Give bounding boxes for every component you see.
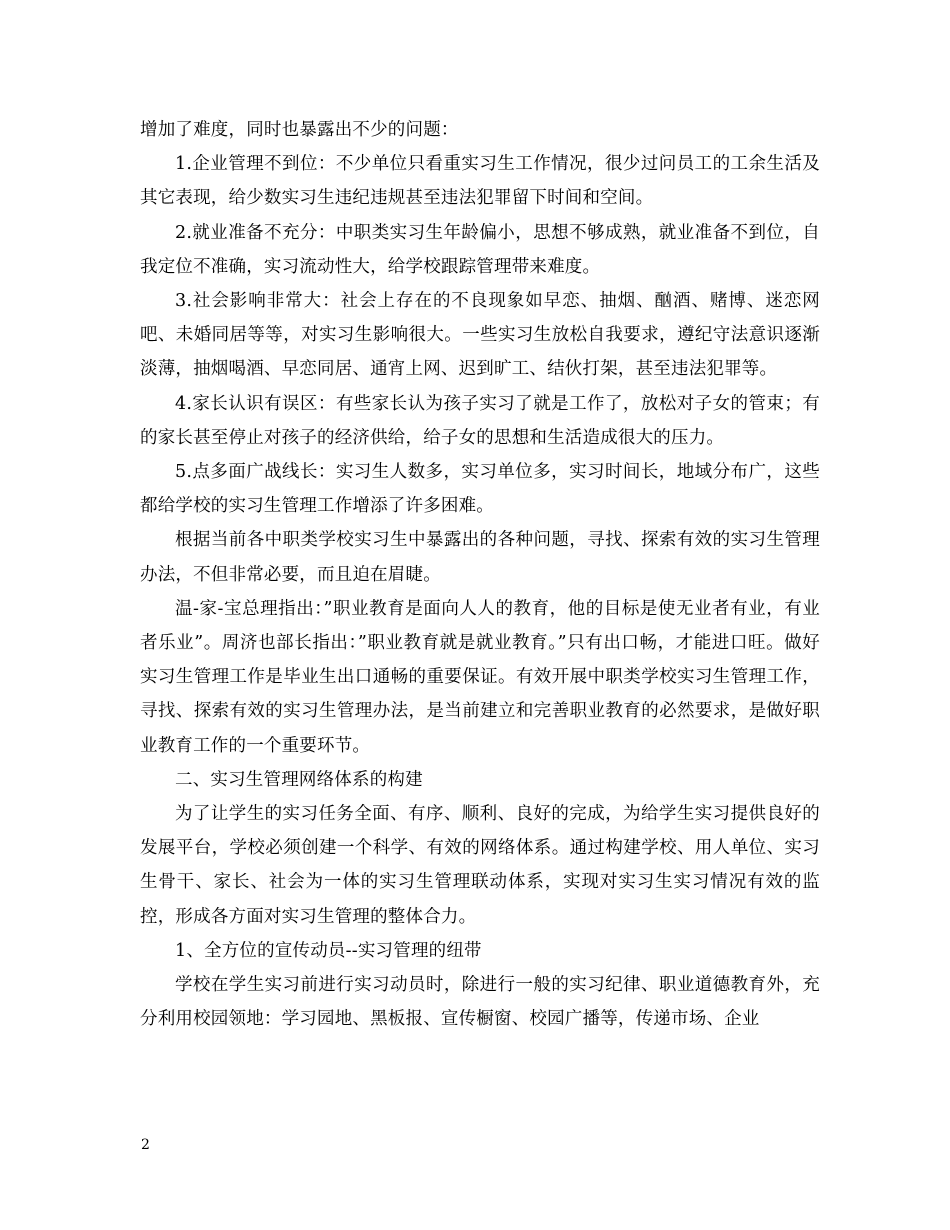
paragraph-summary: 根据当前各中职类学校实习生中暴露出的各种问题，寻找、探索有效的实习生管理办法，不但非常必要，而且迫在眉睫。	[140, 530, 820, 585]
paragraph-item-2: 2.就业准备不充分：中职类实习生年龄偏小，思想不够成熟，就业准备不到位，自我定位不准确，实习流动性大，给学校跟踪管理带来难度。	[140, 222, 820, 277]
paragraph-section-intro: 为了让学生的实习任务全面、有序、顺利、良好的完成，为给学生实习提供良好的发展平台，学校必须创建一个科学、有效的网络体系。通过构建学校、用人单位、实习生骨干、家长、社会为一体的实习生管理联动体系，实现对实习生实习情况有效的监控，形成各方面对实习生管理的整体合力。	[140, 804, 820, 927]
document-body	[140, 113, 820, 1036]
section-heading: 二、实习生管理网络体系的构建	[175, 769, 423, 790]
page-number: 2	[141, 1137, 150, 1153]
paragraph-item-3: 3.社会影响非常大：社会上存在的不良现象如早恋、抽烟、酗酒、赌博、迷恋网吧、未婚同居等等，对实习生影响很大。一些实习生放松自我要求，遵纪守法意识逐渐淡薄，抽烟喝酒、早恋同居、通宵上网、迟到旷工、结伙打架，甚至违法犯罪等。	[140, 291, 820, 380]
paragraph-continuation: 增加了难度，同时也暴露出不少的问题：	[140, 120, 459, 140]
paragraph-item-5: 5.点多面广战线长：实习生人数多，实习单位多，实习时间长，地域分布广，这些都给学校的实习生管理工作增添了许多困难。	[140, 462, 820, 517]
subsection-heading: 1、全方位的宣传动员--实习管理的纽带	[175, 940, 482, 961]
paragraph-item-1: 1.企业管理不到位：不少单位只看重实习生工作情况，很少过问员工的工余生活及其它表现，给少数实习生违纪违规甚至违法犯罪留下时间和空间。	[140, 154, 820, 209]
paragraph-item-4: 4.家长认识有误区：有些家长认为孩子实习了就是工作了，放松对子女的管束；有的家长甚至停止对孩子的经济供给，给子女的思想和生活造成很大的压力。	[140, 393, 820, 448]
paragraph-subsection-body: 学校在学生实习前进行实习动员时，除进行一般的实习纪律、职业道德教育外，充分利用校园领地：学习园地、黑板报、宣传橱窗、校园广播等，传递市场、企业	[140, 975, 820, 1030]
paragraph-quote: 温-家-宝总理指出：”职业教育是面向人人的教育，他的目标是使无业者有业，有业者乐业”。周济也部长指出：”职业教育就是就业教育。”只有出口畅，才能进口旺。做好实习生管理工作是毕业生出口通畅的重要保证。有效开展中职类学校实习生管理工作，寻找、探索有效的实习生管理办法，是当前建立和完善职业教育的必然要求，是做好职业教育工作的一个重要环节。	[140, 598, 820, 756]
